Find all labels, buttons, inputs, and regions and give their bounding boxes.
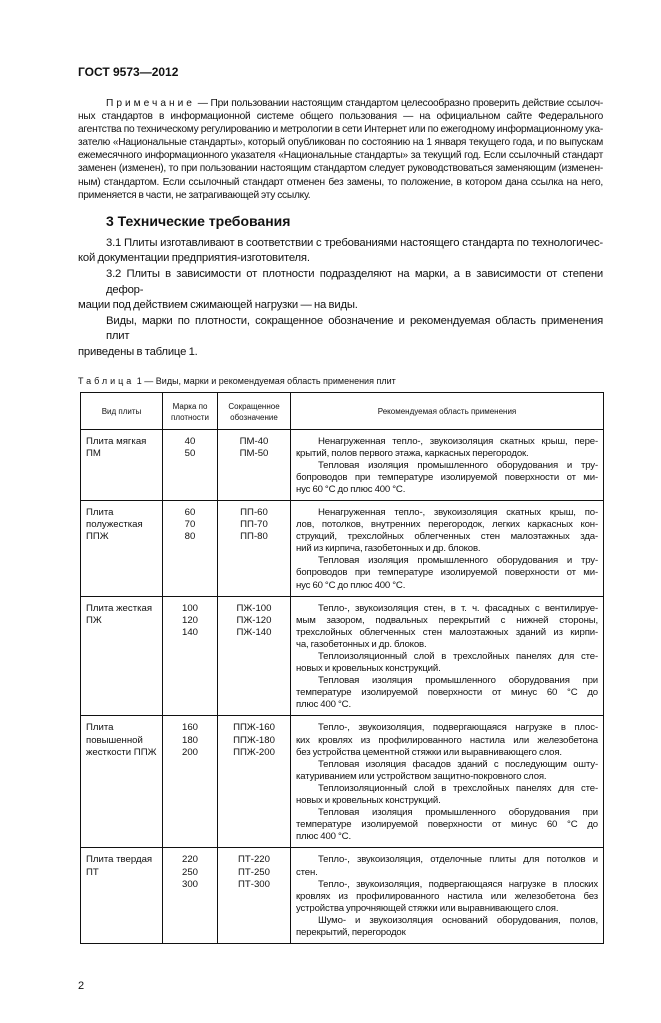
section-heading: 3 Технические требования xyxy=(106,212,291,229)
cell-grades xyxy=(163,716,218,848)
grade-value: 40 xyxy=(184,435,196,447)
grade-value: 140 xyxy=(181,626,198,638)
usage-line: Шумо- и звукоизоляция оснований оборудования, полов, xyxy=(318,914,598,926)
usage-line: ча, газобетонных и др. блоков. xyxy=(296,638,427,650)
table-row xyxy=(81,716,604,848)
usage-line: Теплоизоляционный слой в трехслойных панелях для сте- xyxy=(318,651,598,662)
header-code: Сокращенное обозначение xyxy=(218,392,291,429)
grade-value: 160 xyxy=(181,722,198,734)
usage-line: Тепло-, звукоизоляция стен, в т. ч. фасадных с вентилируе- xyxy=(318,602,598,614)
usage-line: крытий, полов первого этажа, каркасных перегородок. xyxy=(296,447,529,459)
usage-line: плюс 400 °С. xyxy=(296,831,351,843)
code-value: ПТ-220 xyxy=(238,854,270,866)
table-header-row xyxy=(81,392,604,429)
usage-line: бопроводов при температуре изолируемой поверхности от ми- xyxy=(296,567,598,579)
usage-line: температуре изолируемой поверхности от минус 60 °С до xyxy=(296,687,598,699)
usage-line: нус 60 °С до плюс 400 °С. xyxy=(296,579,406,591)
cell-plate-type: Плита мягкая ПМ xyxy=(81,429,163,500)
note-line: заменен (изменен), то при пользовании настоящим стандартом следует руководствоваться заменяющим (изменен- xyxy=(78,163,603,175)
table-row xyxy=(81,500,604,596)
note-line: применяется в части, не затрагивающей эту ссылку. xyxy=(78,189,311,201)
paragraph-line: 3.1 Плиты изготавливают в соответствии с требованиями настоящего стандарта по технологичес- xyxy=(106,236,603,249)
grade-value: 50 xyxy=(184,447,196,459)
code-value: ПТ-250 xyxy=(238,866,270,878)
code-value: ППЖ-160 xyxy=(233,722,275,734)
cell-usage xyxy=(291,848,604,944)
usage-line: ких кровлях из профилированного настила или железобетона xyxy=(296,734,598,746)
cell-usage xyxy=(291,596,604,716)
usage-line: Тепловая изоляция промышленного оборудования при xyxy=(318,807,598,819)
usage-line: новых и кровельных конструкций. xyxy=(296,795,441,807)
note-line: зателю «Национальные стандарты», который опубликован по состоянию на 1 января текущего года, и по выпускам xyxy=(78,137,603,149)
cell-codes xyxy=(218,429,291,500)
code-value: ПЖ-100 xyxy=(236,602,272,614)
table-caption xyxy=(78,375,603,387)
usage-line: Ненагруженная тепло-, звукоизоляция скатных крыш, пере- xyxy=(318,435,598,447)
usage-line: ний из кирпича, газобетонных и др. блоков. xyxy=(296,543,481,555)
grade-value: 120 xyxy=(181,614,198,626)
grade-value: 100 xyxy=(181,602,198,614)
note-line: ных стандартов в информационной системе общего пользования — на официальном сайте Федерального xyxy=(78,111,603,123)
usage-line: кровлях из профилированного настила или железобетона без xyxy=(296,890,598,902)
note-line xyxy=(78,97,603,110)
header-usage: Рекомендуемая область применения xyxy=(291,392,604,429)
paragraph-line: мации под действием сжимающей нагрузки — на виды. xyxy=(78,299,358,312)
document-code: ГОСТ 9573—2012 xyxy=(78,65,179,79)
usage-line: катуриванием или устройством защитно-покровного слоя. xyxy=(296,770,547,782)
cell-codes xyxy=(218,596,291,716)
paragraph-line: кой документации предприятия-изготовителя. xyxy=(78,252,310,265)
usage-line: Теплоизоляционный слой в трехслойных панелях для сте- xyxy=(318,782,598,794)
header-type: Вид плиты xyxy=(81,392,163,429)
grade-value: 60 xyxy=(184,506,196,518)
usage-line: без устройства цементной стяжки или выравнивающего слоя. xyxy=(296,746,562,758)
cell-plate-type: Плита повышенной жесткости ППЖ xyxy=(81,716,163,848)
cell-usage xyxy=(291,500,604,596)
usage-line: устройства упрочняющей стяжки или выравнивающего слоя. xyxy=(296,902,559,914)
usage-line: Тепловая изоляция промышленного оборудования и тру- xyxy=(318,555,598,567)
usage-line: Тепловая изоляция промышленного оборудования и тру- xyxy=(318,459,598,471)
grade-value: 80 xyxy=(184,531,196,543)
note-text: — При пользовании настоящим стандартом целесообразно проверить действие ссылоч- xyxy=(194,98,603,109)
page-number: 2 xyxy=(78,980,85,993)
usage-line: струкций, трехслойных облегченных стен малоэтажных зда- xyxy=(296,531,598,543)
code-value: ПМ-40 xyxy=(239,435,269,447)
grade-value: 180 xyxy=(181,734,198,746)
usage-line: Тепло-, звукоизоляция, подвергающаяся нагрузке в плос- xyxy=(318,722,598,734)
cell-codes xyxy=(218,500,291,596)
usage-line: плюс 400 °С. xyxy=(296,699,351,711)
code-value: ПП-70 xyxy=(240,519,268,531)
usage-line: мым зазором, подвальных перекрытий с нижней стороны, xyxy=(296,614,598,626)
section-body xyxy=(78,236,603,361)
usage-line: перекрытий, перегородок xyxy=(296,926,406,938)
grade-value: 220 xyxy=(181,854,198,866)
code-value: ПП-80 xyxy=(240,531,268,543)
table-row xyxy=(81,596,604,716)
cell-plate-type: Плита полужесткая ППЖ xyxy=(81,500,163,596)
usage-line: Тепло-, звукоизоляция, подвергающаяся нагрузке в плоских xyxy=(318,878,598,890)
table-row xyxy=(81,848,604,944)
table-row xyxy=(81,429,604,500)
code-value: ПЖ-140 xyxy=(236,626,272,638)
note-line: ежемесячного информационного указателя «Национальные стандарты» за текущий год. Если ссылочный стандарт xyxy=(78,150,603,162)
note-line: ным) стандартом. Если ссылочный стандарт отменен без замены, то положение, в котором дана ссылка на него, xyxy=(78,176,603,188)
note-line: агентства по техническому регулированию и метрологии в сети Интернет или по ежегодному информационному ука- xyxy=(78,124,603,136)
usage-line: бопроводов при температуре изолируемой поверхности от ми- xyxy=(296,471,598,483)
paragraph-line: приведены в таблице 1. xyxy=(78,345,198,358)
cell-grades xyxy=(163,596,218,716)
grade-value: 70 xyxy=(184,519,196,531)
usage-line: стен. xyxy=(296,866,318,878)
usage-line: Тепловая изоляция фасадов зданий с последующим ошту- xyxy=(318,758,598,770)
header-grade: Марка по плотности xyxy=(163,392,218,429)
usage-line: нус 60 °С до плюс 400 °С. xyxy=(296,483,406,495)
cell-codes xyxy=(218,848,291,944)
usage-line: температуре изолируемой поверхности от минус 60 °С до xyxy=(296,819,598,831)
grade-value: 200 xyxy=(181,746,198,758)
usage-line: Тепловая изоляция промышленного оборудования при xyxy=(318,675,598,687)
paragraph-line: Виды, марки по плотности, сокращенное обозначение и рекомендуемая область применения плит xyxy=(106,314,603,343)
cell-usage xyxy=(291,716,604,848)
usage-line: Тепло-, звукоизоляция, отделочные плиты для потолков и xyxy=(318,854,598,866)
plates-table xyxy=(80,392,604,945)
code-value: ПТ-300 xyxy=(238,878,270,890)
cell-plate-type: Плита жесткая ПЖ xyxy=(81,596,163,716)
usage-line: лов, потолков, внутренних перегородок, легких каркасных кон- xyxy=(296,519,598,531)
paragraph-line: 3.2 Плиты в зависимости от плотности подразделяют на марки, а в зависимости от степени дефор- xyxy=(106,267,603,296)
note-label: Примечание xyxy=(106,98,195,109)
note-block xyxy=(78,97,603,202)
usage-line: трехслойных облегченных стен малоэтажных зданий из кирпи- xyxy=(296,626,598,638)
code-value: ПП-60 xyxy=(240,506,268,518)
cell-codes xyxy=(218,716,291,848)
cell-grades xyxy=(163,848,218,944)
code-value: ПЖ-120 xyxy=(236,614,272,626)
table-caption-label: Таблица xyxy=(78,375,135,386)
grade-value: 250 xyxy=(181,866,198,878)
cell-plate-type: Плита твердая ПТ xyxy=(81,848,163,944)
code-value: ППЖ-200 xyxy=(233,746,275,758)
usage-line: Ненагруженная тепло-, звукоизоляция скатных крыш, по- xyxy=(318,506,598,518)
cell-grades xyxy=(163,429,218,500)
usage-line: новых и кровельных конструкций. xyxy=(296,663,441,675)
cell-usage xyxy=(291,429,604,500)
code-value: ПМ-50 xyxy=(239,447,269,459)
code-value: ППЖ-180 xyxy=(233,734,275,746)
table-caption-text: 1 — Виды, марки и рекомендуемая область применения плит xyxy=(134,375,396,386)
grade-value: 300 xyxy=(181,878,198,890)
cell-grades xyxy=(163,500,218,596)
